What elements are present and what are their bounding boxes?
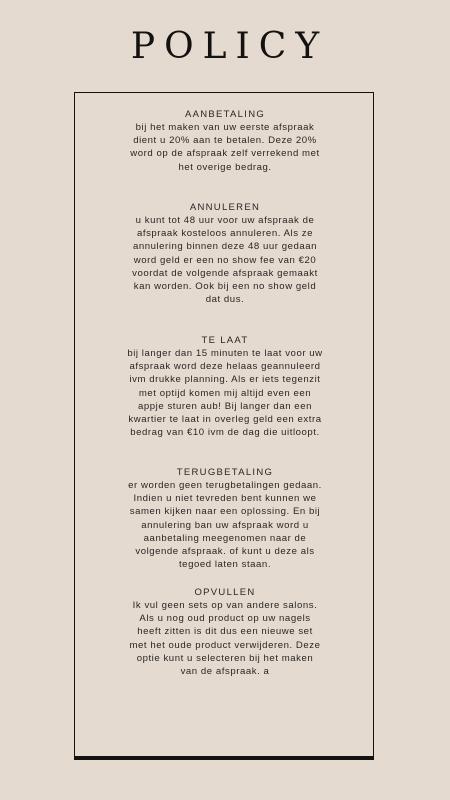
section-annuleren <box>100 202 350 306</box>
section-body: er worden geen terugbetalingen gedaan. Indien u niet tevreden bent kunnen we samen kijken naar een oplossing. En bij annulering ban uw afspraak word u aanbetaling meegenomen naar de volgende afspraak. of kunt u deze als tegoed laten staan. <box>128 480 322 571</box>
section-body: u kunt tot 48 uur voor uw afspraak de afspraak kosteloos annuleren. Als ze annulering binnen deze 48 uur gedaan word geld er een no show fee van €20 voordat de volgende afspraak gemaakt kan worden. Ook bij een no show geld dat dus. <box>132 215 318 306</box>
section-heading: TERUGBETALING <box>176 467 274 478</box>
section-te-laat <box>100 335 350 439</box>
page-title: POLICY <box>130 26 329 67</box>
section-heading: ANNULEREN <box>189 202 261 213</box>
section-body: bij het maken van uw eerste afspraak dient u 20% aan te betalen. Deze 20% word op de afspraak zelf verrekend met het overige bedrag. <box>130 122 320 173</box>
section-body: bij langer dan 15 minuten te laat voor uw afspraak word deze helaas geannuleerd ivm drukke planning. Als er iets tegenzit met optijd komen mij altijd even een appje sturen aub! Bij langer dan een kwartier te laat in overleg geld een extra bedrag van €10 ivm de dag die uitloopt. <box>127 348 323 439</box>
section-heading: AANBETALING <box>184 109 266 120</box>
section-opvullen <box>100 587 350 678</box>
section-terugbetaling <box>100 467 350 571</box>
section-aanbetaling <box>100 109 350 174</box>
section-heading: OPVULLEN <box>194 587 256 598</box>
section-body: Ik vul geen sets op van andere salons. Als u nog oud product op uw nagels heeft zitten is dit dus een nieuwe set met het oude product verwijderen. Deze optie kunt u selecteren bij het maken van de afspraak. a <box>129 600 321 678</box>
section-heading: TE LAAT <box>201 335 249 346</box>
